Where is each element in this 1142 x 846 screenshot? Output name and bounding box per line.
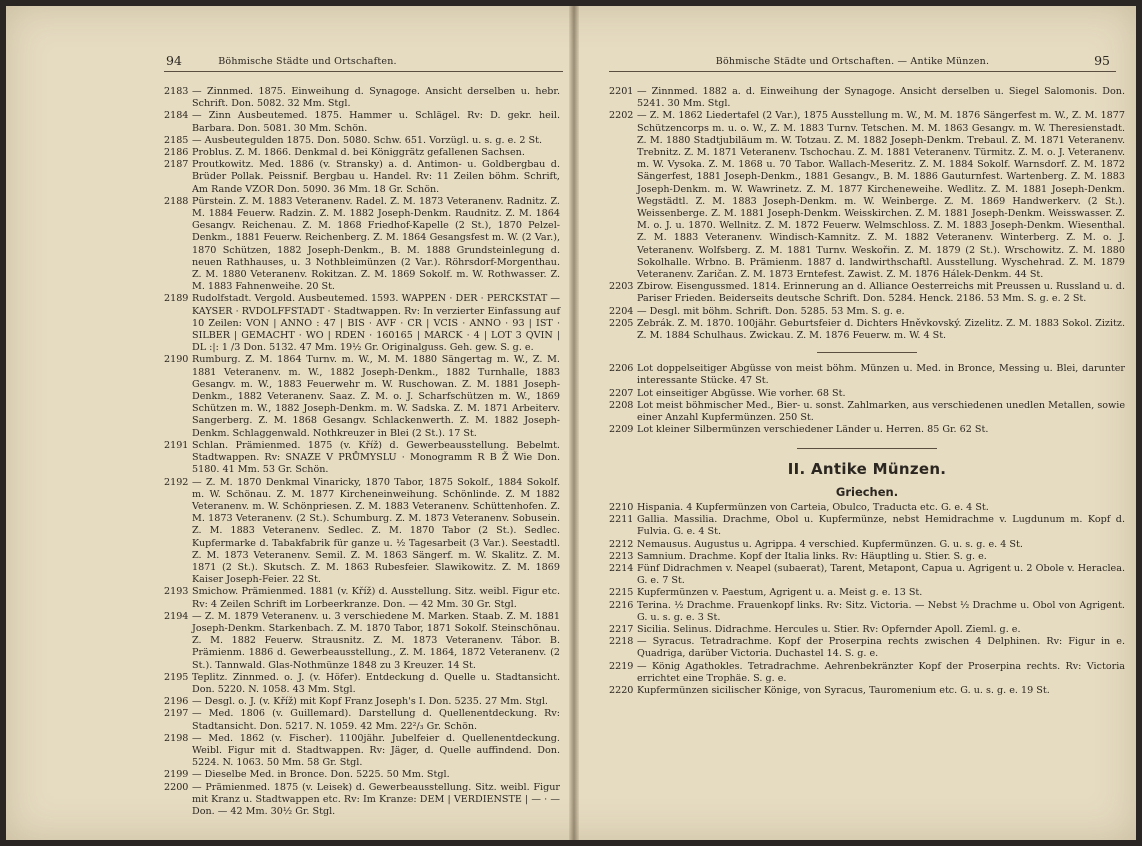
lot-description: — Z. M. 1862 Liedertafel (2 Var.), 1875 Ausstellung m. W., M. M. 1876 Sängerfest m. W., Z. M. 1877 Schützencorps m. u. o. W., Z. M. 1883 Turnv. Tetschen. M. M. 1863 Gesangv. m. W. Theresienstadt. Z. M. 1880 Stadtjubiläum m. W. Totzau. Z. M. 1882 Joseph-Denkm. Trebaul. Z. M. 1871 Veteranenv. Trebnitz. Z. M. 1871 Veteranenv. Tschochau. Z. M. 1881 Veteranenv. Türmitz. Z. M. o. J. Veteranenv. m. W. Vysoka. Z. M. 1868 u. 70 Tabor. Wallach-Meseritz. Z. M. 1884 Sokolf. Warnsdorf. Z. M. 1872 Sängerfest, 1881 Joseph-Denkm., 1881 Gesangv., B. M. 1886 Gauturnfest. Wartenberg. Z. M. 1883 Joseph-Denkm. m. W. Wawrinetz. Z. M. 1877 Kircheneweihe. Wedlitz. Z. M. 1881 Joseph-Denkm. Wegstädtl. Z. M. 1883 Joseph-Denkm. m. W. Weinberge. Z. M. 1869 Handwerkerv. (2 St.). Weissenberge. Z. M. 1881 Joseph-Denkm. Weisskirchen. Z. M. 1881 Joseph-Denkm. Weisswasser. Z. M. o. J. u. 1870. Wellnitz. Z. M. 1872 Feuerw. Welmschloss. Z. M. 1883 Joseph-Denkm. Wiesenthal. Z. M. 1883 Veteranenv. Windisch-Kamnitz. Z. M. 1882 Veteranenv. Winterberg. Z. M. o. J. Veteranenv. Wolfsberg. Z. M. 1881 Turnv. Weskořin. Z. M. 1879 (2 St.). Wrschowitz. Z. M. 1880 Sokolhalle. Wrbno. B. Prämienm. 1887 d. landwirthschaftl. Ausstellung. Wyschehrad. Z. M. 1879 Veteranenv. Zaričan. Z. M. 1873 Erntefest. Zawist. Z. M. 1876 Hálek-Denkm. 44 St. [637,110,1125,281]
lot-description: Zbirow. Eisengussmed. 1814. Erinnerung an d. Alliance Oesterreichs mit Preussen u. Russland u. d. Pariser Frieden. Beiderseits deutsche Schrift. Don. 5284. Henck. 2186. 53 Mm. S. g. e. 2 St. [637,281,1125,305]
lot-number: 2193 [164,586,189,598]
lot-description: Rumburg. Z. M. 1864 Turnv. m. W., M. M. 1880 Sängertag m. W., Z. M. 1881 Veteranenv. m. W., 1882 Joseph-Denkm., 1882 Turnhalle, 1883 Gesangv. m. W., 1883 Feuerwehr m. W. Ruschowan. Z. M. 1881 Joseph-Denkm., 1882 Veteranenv. Saaz. Z. M. o. J. Scharfschützen m. W., 1869 Schützen m. W., 1882 Joseph-Denkm. m. W. Sadska. Z. M. 1871 Arbeiterv. Sangerberg. Z. M. 1868 Gesangv. Schlackenwerth. Z. M. 1882 Joseph-Denkm. Schlaggenwald. Nothkreuzer in Blei (2 St.). 17 St. [192,354,560,439]
catalog-entry [164,86,560,110]
right-page [579,6,1136,840]
lot-description: — König Agathokles. Tetradrachme. Aehrenbekränzter Kopf der Proserpina rechts. Rv: Victoria errichtet eine Trophäe. S. g. e. [637,660,1125,684]
lot-number: 2190 [164,354,189,366]
page-number: 94 [166,53,182,68]
lot-number: 2208 [609,399,634,411]
left-page [6,6,569,840]
lot-number: 2207 [609,387,634,399]
lot-description: — Med. 1806 (v. Guillemard). Darstellung d. Quellenentdeckung. Rv: Stadtansicht. Don. 5217. N. 1059. 42 Mm. 22²/₃ Gr. Schön. [192,708,560,732]
lot-number: 2204 [609,305,634,317]
catalog-entry [609,388,1125,400]
lot-description: Sicilia. Selinus. Didrachme. Hercules u. Stier. Rv: Opfernder Apoll. Zieml. g. e. [637,623,1021,635]
lot-number: 2196 [164,696,189,708]
lot-description: — Zinn Ausbeutemed. 1875. Hammer u. Schlägel. Rv: D. gekr. heil. Barbara. Don. 5081. 30 Mm. Schön. [192,110,560,134]
catalog-entry [164,708,560,732]
catalog-entry [164,733,560,770]
lot-number: 2218 [609,636,634,648]
lot-description: Smichow. Prämienmed. 1881 (v. Kříž) d. Ausstellung. Sitz. weibl. Figur etc. Rv: 4 Zeilen Schrift im Lorbeerkranze. Don. — 42 Mm. 30 Gr. Stgl. [192,586,560,610]
book-gutter [569,6,579,840]
lot-description: — Dieselbe Med. in Bronce. Don. 5225. 50 Mm. Stgl. [192,769,450,781]
right-page-header [579,53,1136,72]
catalog-entry [164,110,560,134]
catalog-entry [164,672,560,696]
catalog-entry [164,440,560,477]
lot-number: 2210 [609,501,634,513]
lot-description: Lot doppelseitiger Abgüsse von meist böhm. Münzen u. Med. in Bronce, Messing u. Blei, darunter interessante Stücke. 47 St. [637,363,1125,387]
lot-description: Kupfermünzen v. Paestum, Agrigent u. a. Meist g. e. 13 St. [637,587,923,599]
header-rule [609,71,1116,72]
lot-number: 2192 [164,476,189,488]
lot-description: — Zinnmed. 1875. Einweihung d. Synagoge. Ansicht derselben u. hebr. Schrift. Don. 5082. 32 Mm. Stgl. [192,86,560,110]
lot-number: 2215 [609,587,634,599]
lot-description: — Zinnmed. 1882 a. d. Einweihung der Synagoge. Ansicht derselben u. Siegel Salomonis. Don. 5241. 30 Mm. Stgl. [637,86,1125,110]
running-title: Böhmische Städte und Ortschaften. — Antike Münzen. [715,56,990,67]
catalog-entry [609,502,1125,514]
catalog-entry [609,306,1125,318]
lot-description: Lot einseitiger Abgüsse. Wie vorher. 68 St. [637,387,846,399]
lot-description: Rudolfstadt. Vergold. Ausbeutemed. 1593. WAPPEN · DER · PERCKSTAT — KAYSER · RVDOLFFSTADT · Stadtwappen. Rv: In verzierter Einfassung auf 10 Zeilen: VON | ANNO : 47 | BIS · AVF · CR | VCIS · ANNO · 93 | IST · SILBER | GEMACHT · WO | RDEN · 160165 | MARCK · 4 | LOT 3 QVIN | DL :|: 1 /3 Don. 5132. 47 Mm. 19½ Gr. Originalguss. Geh. gew. S. g. e. [192,293,560,354]
lot-number: 2209 [609,424,634,436]
left-page-header [6,53,569,72]
catalog-entry [609,110,1125,281]
catalog-entry [609,424,1125,436]
catalog-entry [609,514,1125,538]
catalog-entry [164,293,560,354]
lot-description: — Z. M. 1879 Veteranenv. u. 3 verschiedene M. Marken. Staab. Z. M. 1881 Joseph-Denkm. Starkenbach. Z. M. 1870 Tabor, 1871 Sokolf. Steinschönau. Z. M. 1882 Feuerw. Strausnitz. Z. M. 1873 Veteranenv. Tábor. B. Prämienm. 1886 d. Gewerbeausstellung., Z. M. 1864, 1872 Veteranenv. (2 St.). Tannwald. Glas-Nothmünze 1848 zu 3 Kreuzer. 14 St. [192,610,560,671]
catalog-entry [164,611,560,672]
section-heading: II. Antike Münzen. [787,460,947,479]
catalog-entry [164,586,560,610]
catalog-entry [609,587,1125,599]
lot-description: — Ausbeutegulden 1875. Don. 5080. Schw. 651. Vorzügl. u. s. g. e. 2 St. [192,134,543,146]
lot-number: 2220 [609,684,634,696]
lot-description: — Syracus. Tetradrachme. Kopf der Proserpina rechts zwischen 4 Delphinen. Rv: Figur in e. Quadriga, darüber Victoria. Duchastel 14. S. g. e. [637,636,1125,660]
lot-number: 2200 [164,781,189,793]
catalog-entry [164,696,560,708]
catalog-entry [609,86,1125,110]
lot-number: 2184 [164,110,189,122]
lot-number: 2213 [609,550,634,562]
lot-number: 2212 [609,538,634,550]
catalog-entry [164,135,560,147]
lot-number: 2189 [164,293,189,305]
catalog-entry [609,624,1125,636]
running-title: Böhmische Städte und Ortschaften. [218,56,397,67]
lot-number: 2205 [609,317,634,329]
catalog-entries [609,502,1125,697]
lot-number: 2188 [164,195,189,207]
lot-description: — Z. M. 1870 Denkmal Vinaricky, 1870 Tabor, 1875 Sokolf., 1884 Sokolf. m. W. Schönau. Z. M. 1877 Kircheneinweihung. Schönlinde. Z. M 1882 Veteranenv. m. W. Schönpriesen. Z. M. 1883 Veteranenv. Schüttenhofen. Z. M. 1873 Veteranenv. (2 St.). Schumburg. Z. M. 1873 Veteranenv. Sobusein. Z. M. 1883 Veteranenv. Sedlec. Z. M. 1870 Tabor (2 St.). Sedlec. Kupfermarke d. Tabakfabrik für ganze u. ½ Tagesarbeit (3 Var.). Seestadtl. Z. M. 1873 Veteranenv. Semil. Z. M. 1863 Sängerf. m. W. Skalitz. Z. M. 1871 (2 St.). Skutsch. Z. M. 1863 Rubesfeier. Slawikowitz. Z. M. 1869 Kaiser Joseph-Feier. 22 St. [192,476,560,586]
catalog-entry [609,363,1125,387]
catalog-entries [164,86,560,818]
lot-number: 2201 [609,86,634,97]
catalog-entry [609,563,1125,587]
catalog-entry [164,354,560,439]
lot-number: 2198 [164,732,189,744]
lot-description: — Desgl. o. J. (v. Kříž) mit Kopf Franz Joseph's I. Don. 5235. 27 Mm. Stgl. [192,696,548,708]
lot-number: 2202 [609,110,634,122]
catalog-entry [164,159,560,196]
lot-description: Pürstein. Z. M. 1883 Veteranenv. Radel. Z. M. 1873 Veteranenv. Radnitz. Z. M. 1884 Feuerw. Radzin. Z. M. 1882 Joseph-Denkm. Raudnitz. Z. M. 1864 Gesangv. Reichenau. Z. M. 1868 Friedhof-Kapelle (2 St.), 1870 Pelzel-Denkm., 1881 Feuerw. Reichenberg. Z. M. 1864 Gesangsfest m. W. (2 Var.), 1870 Schützen, 1882 Joseph-Denkm., B. M. 1888 Grundsteinlegung d. neuen Rathhauses, u. 3 Nothbleimünzen (2 Var.). Röhrsdorf-Morgenthau. Z. M. 1880 Veteranenv. Rokitzan. Z. M. 1869 Sokolf. m. W. Rothwasser. Z. M. 1883 Fahnenweihe. 20 St. [192,195,560,293]
lot-number: 2197 [164,708,189,720]
catalog-entry [609,685,1125,697]
lot-description: Teplitz. Zinnmed. o. J. (v. Höfer). Entdeckung d. Quelle u. Stadtansicht. Don. 5220. N. 1058. 43 Mm. Stgl. [192,671,560,695]
catalog-entry [609,661,1125,685]
lot-number: 2183 [164,86,189,97]
lot-description: — Med. 1862 (v. Fischer). 1100jähr. Jubelfeier d. Quellenentdeckung. Weibl. Figur mit d. Stadtwappen. Rv: Jäger, d. Quelle auffindend. Don. 5224. N. 1063. 50 Mm. 58 Gr. Stgl. [192,732,560,769]
separator-rule [817,352,917,353]
lot-description: Lot meist böhmischer Med., Bier- u. sonst. Zahlmarken, aus verschiedenen unedlen Metallen, sowie einer Anzahl Kupfermünzen. 250 St. [637,399,1125,424]
catalog-entry [164,477,560,587]
lot-number: 2186 [164,147,189,159]
lot-description: Nemausus. Augustus u. Agrippa. 4 verschied. Kupfermünzen. G. u. s. g. e. 4 St. [637,538,1023,550]
catalog-entry [609,600,1125,624]
lot-description: Samnium. Drachme. Kopf der Italia links. Rv: Häuptling u. Stier. S. g. e. [637,550,987,562]
lot-description: Lot kleiner Silbermünzen verschiedener Länder u. Herren. 85 Gr. 62 St. [637,424,989,436]
lot-description: — Desgl. mit böhm. Schrift. Don. 5285. 53 Mm. S. g. e. [637,305,905,317]
lot-description: — Prämienmed. 1875 (v. Leisek) d. Gewerbeausstellung. Sitz. weibl. Figur mit Kranz u. Stadtwappen etc. Rv: Im Kranze: DEM | VERDIENSTE | — · — Don. — 42 Mm. 30½ Gr. Stgl. [192,781,560,817]
lot-number: 2211 [609,514,634,526]
catalog-entry [609,318,1125,342]
lot-number: 2191 [164,439,189,451]
lot-number: 2217 [609,623,634,635]
lot-number: 2203 [609,281,634,293]
lot-number: 2199 [164,769,189,781]
catalog-entries [609,363,1125,436]
catalog-entry [609,551,1125,563]
lot-number: 2194 [164,610,189,622]
catalog-entry [164,769,560,781]
page-number: 95 [1094,53,1110,68]
lot-description: Terina. ½ Drachme. Frauenkopf links. Rv: Sitz. Victoria. — Nebst ½ Drachme u. Obol von Agrigent. G. u. s. g. e. 3 St. [637,599,1125,623]
left-page-body [164,86,560,818]
lot-description: Problus. Z. M. 1866. Denkmal d. bei Königgrätz gefallenen Sachsen. [192,147,525,159]
lot-description: Zebrák. Z. M. 1870. 100jähr. Geburtsfeier d. Dichters Hněvkovský. Zizelitz. Z. M. 1883 Sokol. Zizitz. Z. M. 1884 Schulhaus. Zwickau. Z. M. 1876 Feuerw. m. W. 4 St. [637,317,1125,342]
catalog-entry [609,539,1125,551]
catalog-entry [609,636,1125,660]
catalog-entry [164,782,560,819]
lot-number: 2219 [609,660,634,672]
catalog-entry [609,281,1125,305]
header-rule [164,71,563,72]
lot-number: 2185 [164,134,189,146]
catalog-entry [164,147,560,159]
lot-description: Kupfermünzen sicilischer Könige, von Syracus, Tauromenium etc. G. u. s. g. e. 19 St. [637,684,1050,696]
lot-description: Hispania. 4 Kupfermünzen von Carteia, Obulco, Traducta etc. G. e. 4 St. [637,501,989,513]
lot-description: Proutkowitz. Med. 1886 (v. Stransky) a. d. Antimon- u. Goldbergbau d. Brüder Pollak. Peissnif. Bergbau u. Handel. Rv: 11 Zeilen böhm. Schrift, Am Rande VZOR Don. 5090. 36 Mm. 18 Gr. Schön. [192,159,560,195]
lot-description: Gallia. Massilia. Drachme, Obol u. Kupfermünze, nebst Hemidrachme v. Lugdunum m. Kopf d. Fulvia. G. e. 4 St. [637,514,1125,538]
subsection-heading: Griechen. [835,484,899,499]
catalog-entry [164,196,560,294]
book-spread [6,6,1136,840]
lot-number: 2206 [609,363,634,375]
lot-description: Fünf Didrachmen v. Neapel (subaerat), Tarent, Metapont, Capua u. Agrigent u. 2 Obole v. Heraclea. G. e. 7 St. [637,562,1125,587]
lot-number: 2214 [609,562,634,574]
catalog-entries [609,86,1125,342]
right-page-body [609,86,1125,697]
lot-number: 2187 [164,159,189,171]
separator-rule [797,448,937,449]
lot-number: 2216 [609,599,634,611]
lot-description: Schlan. Prämienmed. 1875 (v. Kříž) d. Gewerbeausstellung. Bebelmt. Stadtwappen. Rv: SNAZE V PRŮMYSLU · Monogramm R B Ž Wie Don. 5180. 41 Mm. 53 Gr. Schön. [192,439,560,476]
lot-number: 2195 [164,671,189,683]
catalog-entry [609,400,1125,424]
